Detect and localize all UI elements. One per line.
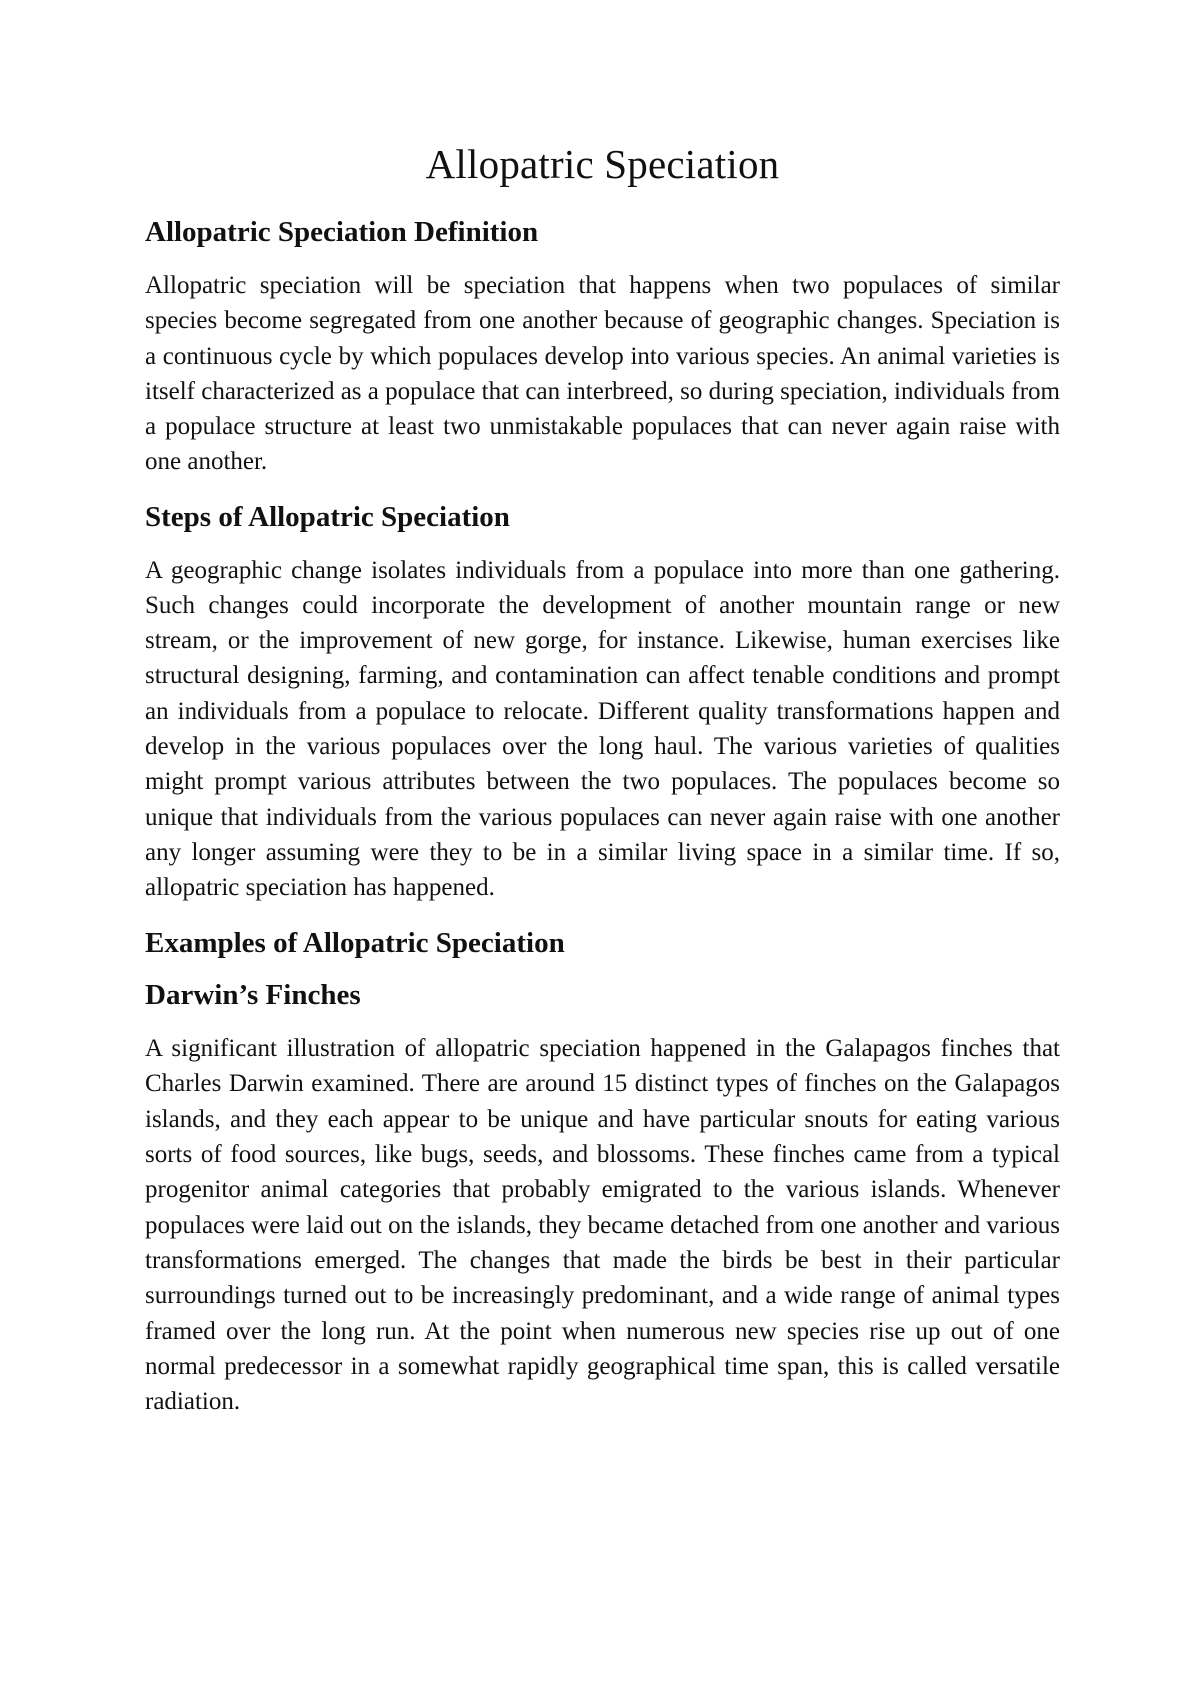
document-page (145, 140, 1060, 1439)
section-heading-definition: Allopatric Speciation Definition (145, 216, 539, 249)
document-title: Allopatric Speciation (425, 141, 780, 187)
section-definition (145, 215, 1060, 480)
section-heading-examples: Examples of Allopatric Speciation (145, 926, 565, 959)
paragraph-steps: A geographic change isolates individuals from a populace into more than one gathering. Such changes could incorporate the development of another mountain range or new stream, or the improvement of new gorge, for instance. Likewise, human exercises like structural designing, farming, and contamination can affect tenable conditions and prompt an individuals from a populace to relocate. Different quality transformations happen and develop in the various populaces over the long haul. The various varieties of qualities might prompt various attributes between the two populaces. The populaces become so unique that individuals from the various populaces can never again raise with one another any longer assuming were they to be in a similar living space in a similar time. If so, allopatric speciation has happened. (145, 556, 1060, 902)
section-heading-darwins-finches: Darwin’s Finches (145, 979, 361, 1012)
section-heading-steps: Steps of Allopatric Speciation (145, 500, 510, 533)
paragraph-definition: Allopatric speciation will be speciation that happens when two populaces of similar species become segregated from one another because of geographic changes. Speciation is a continuous cycle by which populaces develop into various species. An animal varieties is itself characterized as a populace that can interbreed, so during speciation, individuals from a populace structure at least two unmistakable populaces that can never again raise with one another. (145, 271, 1060, 476)
section-darwins-finches (145, 978, 1060, 1419)
section-steps (145, 500, 1060, 906)
section-examples (145, 926, 1060, 961)
paragraph-darwins-finches: A significant illustration of allopatric speciation happened in the Galapagos finches that Charles Darwin examined. There are around 15 distinct types of finches on the Galapagos islands, and they each appear to be unique and have particular snouts for eating various sorts of food sources, like bugs, seeds, and blossoms. These finches came from a typical progenitor animal categories that probably emigrated to the various islands. Whenever populaces were laid out on the islands, they became detached from one another and various transformations emerged. The changes that made the birds be best in their particular surroundings turned out to be increasingly predominant, and a wide range of animal types framed over the long run. At the point when numerous new species rise up out of one normal predecessor in a somewhat rapidly geographical time span, this is called versatile radiation. (145, 1035, 1060, 1416)
